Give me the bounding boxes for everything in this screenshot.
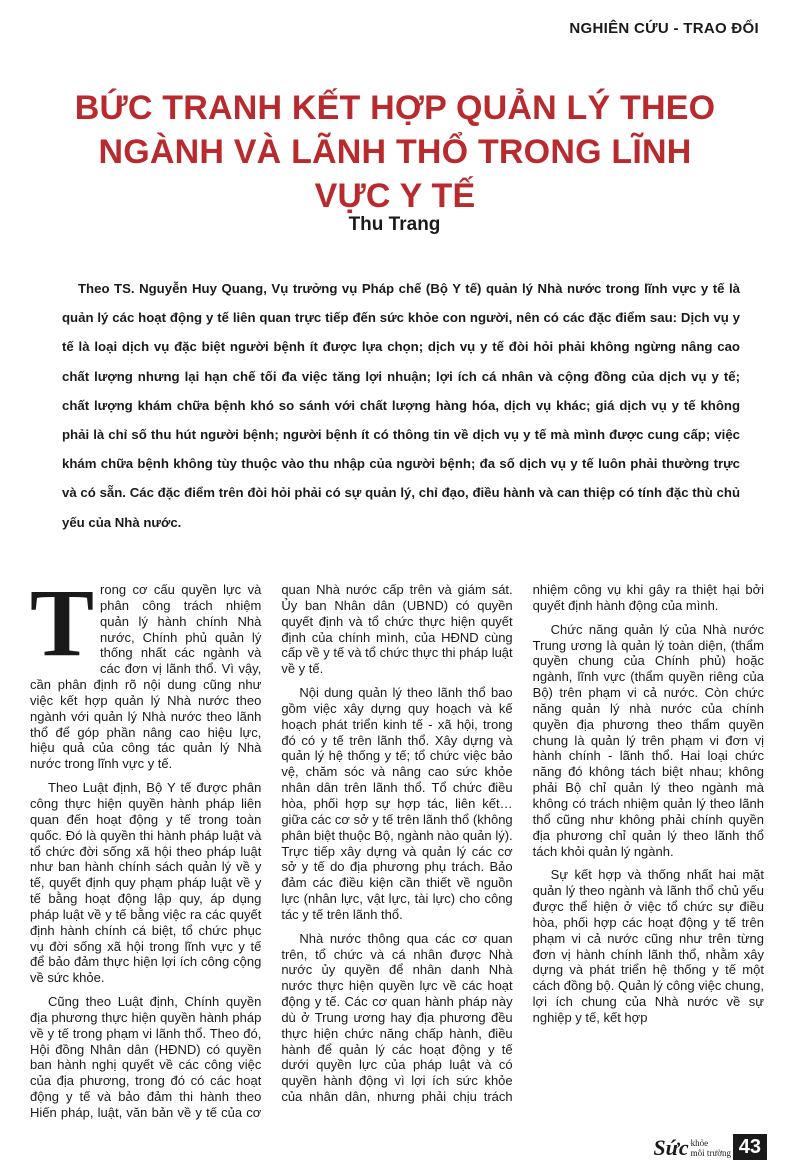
body-paragraph: Theo Luật định, Bộ Y tế được phân công thực hiện quyền hành pháp liên quan đến hoạt động y tế trong toàn quốc. Đó là quyền thi hành pháp luật và tổ chức đời sống xã hội theo pháp luật như ban hành chính sách quản lý về y tế, quyết định quy phạm pháp luật về y tế bằng hoạt động lập quy, áp dụng pháp luật về y tế bằng việc ra các quyết định hành chính cá biệt, tổ chức phục vụ đời sống xã hội trong lĩnh vực y tế để bảo đảm thực hiện lợi ích công cộng về sức khỏe. (30, 780, 262, 986)
magazine-logo-sub (691, 1138, 731, 1158)
body-paragraph (30, 569, 262, 772)
section-label: NGHIÊN CỨU - TRAO ĐỔI (569, 20, 759, 37)
body-paragraph: Cũng theo Luật định, Chính quyền địa phương thực hiện quyền hành pháp về y tế trong phạm vi lãnh thổ. Theo đó, Hội đồng Nhân dân (HĐND) có quyền ban hành nghị quyết về các công việc của địa phương, trong đó có các hoạt động y tế và bảo đảm thi hành theo Hiến pháp, luật, văn bản về y tế của cơ quan Nhà nước cấp trên và giám sát. Ủy ban Nhân dân (UBND) có quyền quyết định và tổ chức thực hiện quyết định của chính mình, của HĐND cùng cấp về y tế và tổ chức thực thi pháp luật về y tế. (30, 582, 513, 1120)
body-paragraph-text: rong cơ cấu quyền lực và phân công trách nhiệm quản lý hành chính Nhà nước, Chính phủ quản lý thống nhất các ngành và các đơn vị lãnh thổ. Vì vậy, cần phân định rõ nội dung cũng như việc kết hợp quản lý Nhà nước theo ngành với quản lý Nhà nước theo lãnh thổ để góp phần nâng cao hiệu lực, hiệu quả của công tác quản lý Nhà nước trong lĩnh vực y tế. (30, 582, 262, 772)
article-body (30, 569, 764, 1135)
page-number: 43 (733, 1134, 767, 1160)
body-paragraph: Nội dung quản lý theo lãnh thổ bao gồm việc xây dựng quy hoạch và kế hoạch phát triển kinh tế - xã hội, trong đó có y tế trên lãnh thổ. Xây dựng và quản lý hệ thống y tế; tổ chức việc bảo vệ, chăm sóc và nâng cao sức khỏe nhân dân trên lãnh thổ. Tổ chức điều hòa, phối hợp sự hợp tác, liên kết… giữa các cơ sở y tế trên lãnh thổ (không phân biệt thuộc Bộ, ngành nào quản lý). Trực tiếp xây dựng và quản lý các cơ sở y tế do địa phương phụ trách. Bảo đảm các điều kiện cần thiết về nguồn lực (nhân lực, vật lực, tài lực) cho công tác y tế trên lãnh thổ. (281, 685, 513, 922)
magazine-logo-sub-1: khỏe (690, 1138, 709, 1148)
article-lead: Theo TS. Nguyễn Huy Quang, Vụ trưởng vụ Pháp chế (Bộ Y tế) quản lý Nhà nước trong lĩnh vực y tế là quản lý các hoạt động y tế liên quan trực tiếp đến sức khỏe con người, nên có các đặc điểm sau: Dịch vụ y tế là loại dịch vụ đặc biệt người bệnh ít được lựa chọn; dịch vụ y tế đòi hỏi phải không ngừng nâng cao chất lượng nhưng lại hạn chế tối đa việc tăng lợi nhuận; lợi ích cá nhân và cộng đồng của dịch vụ y tế; chất lượng khám chữa bệnh khó so sánh với chất lượng hàng hóa, dịch vụ khác; giá dịch vụ y tế không phải là chỉ số thu hút người bệnh; người bệnh ít có thông tin về dịch vụ y tế mà mình được cung cấp; việc khám chữa bệnh không tùy thuộc vào thu nhập của người bệnh; đa số dịch vụ y tế luôn phải thường trực và có sẵn. Các đặc điểm trên đòi hỏi phải có sự quản lý, chỉ đạo, điều hành và can thiệp có tính đặc thù chủ yếu của Nhà nước. (62, 281, 740, 530)
drop-cap: T (30, 569, 95, 676)
magazine-logo-main: Sức (653, 1135, 689, 1160)
body-paragraph: Sự kết hợp và thống nhất hai mặt quản lý theo ngành và lãnh thổ chủ yếu được thể hiện ở việc tổ chức sự điều hòa, phối hợp các hoạt động y tế trên phạm vi cả nước cũng như trên từng đơn vị hành chính lãnh thổ, nhằm xây dựng và phát triển hệ thống y tế một cách đồng bộ. Quản lý công việc chung, lợi ích chung của Nhà nước về sự nghiệp y tế, kết hợp (532, 867, 764, 1025)
article-author: Thu Trang (348, 214, 441, 235)
magazine-logo-sub-2: môi trường (690, 1148, 731, 1158)
body-paragraph: Nhà nước thông qua các cơ quan trên, tổ chức và cá nhân được Nhà nước ủy quyền để nhân danh Nhà nước thực hiện quyền lực về các hoạt động y tế. Các cơ quan hành pháp này dù ở Trung ương hay địa phương đều thực hiện chức năng chấp hành, điều hành để quản lý các hoạt động y tế dưới quyền lực của pháp luật và có quyền hành động vì lợi ích sức khỏe của nhân dân, nhưng phải chịu trách nhiệm công vụ khi gây ra thiệt hại bởi quyết định hành động của mình. (281, 582, 764, 1105)
magazine-logo (653, 1135, 731, 1160)
article-title: BỨC TRANH KẾT HỢP QUẢN LÝ THEO NGÀNH VÀ LÃNH THỔ TRONG LĨNH VỰC Y TẾ (74, 89, 716, 215)
body-paragraph: Chức năng quản lý của Nhà nước Trung ương là quản lý toàn diện, (thẩm quyền chung của Chính phủ) hoặc ngành, lĩnh vực (thẩm quyền riêng của Bộ) trên phạm vi cả nước. Còn chức năng quản lý nhà nước của chính quyền địa phương theo thẩm quyền chung là quản lý trên phạm vi đơn vị hành chính - lãnh thổ. Hai loại chức năng đó không tách biệt nhau; không phải Bộ chỉ quản lý theo ngành mà không có trách nhiệm quản lý theo lãnh thổ cũng như không phải chính quyền địa phương chỉ quản lý theo lãnh thổ tách khỏi quản lý ngành. (532, 621, 764, 859)
